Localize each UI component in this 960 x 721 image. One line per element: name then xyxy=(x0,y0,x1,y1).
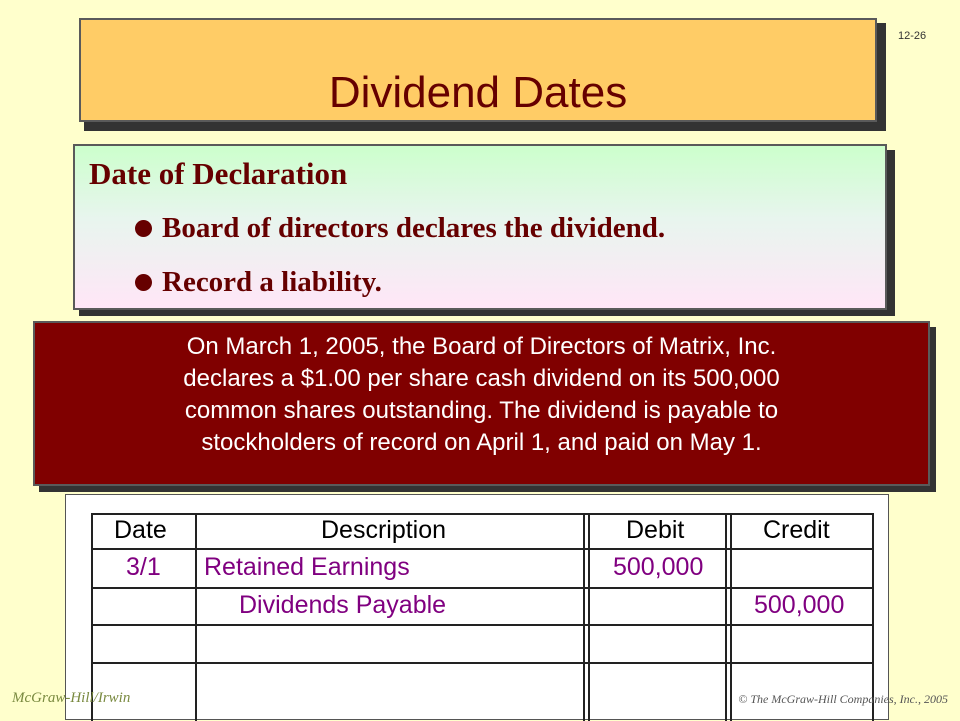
journal-row-credit: 500,000 xyxy=(754,591,845,619)
title-box xyxy=(79,18,877,122)
journal-column-rule xyxy=(725,513,727,721)
declaration-bullet xyxy=(135,266,382,299)
declaration-heading: Date of Declaration xyxy=(89,156,348,191)
bullet-dot-icon xyxy=(135,220,152,237)
example-line: declares a $1.00 per share cash dividend on its 500,000 xyxy=(183,365,780,392)
journal-column-rule xyxy=(588,513,590,721)
journal-table xyxy=(65,494,889,720)
footer-publisher: McGraw-Hill/Irwin xyxy=(12,690,131,706)
journal-column-rule xyxy=(195,513,197,721)
journal-header-date: Date xyxy=(114,516,167,544)
example-line: stockholders of record on April 1, and paid on May 1. xyxy=(201,429,762,456)
journal-row-date: 3/1 xyxy=(126,553,161,581)
footer-copyright: © The McGraw-Hill Companies, Inc., 2005 xyxy=(738,692,948,706)
slide-number: 12-26 xyxy=(898,30,927,42)
slide-title: Dividend Dates xyxy=(328,68,628,117)
journal-rule xyxy=(91,662,874,664)
journal-column-rule xyxy=(583,513,585,721)
journal-column-rule xyxy=(872,513,874,721)
journal-rule xyxy=(91,548,874,550)
journal-header-description: Description xyxy=(321,516,447,544)
journal-rule xyxy=(91,624,874,626)
journal-rule xyxy=(91,587,874,589)
example-line: common shares outstanding. The dividend is payable to xyxy=(184,397,779,424)
example-line: On March 1, 2005, the Board of Directors of Matrix, Inc. xyxy=(186,333,777,360)
journal-header-debit: Debit xyxy=(626,516,685,544)
journal-row-description: Dividends Payable xyxy=(239,591,447,619)
journal-column-rule xyxy=(730,513,732,721)
declaration-bullet xyxy=(135,212,665,245)
example-box xyxy=(33,321,930,486)
declaration-bullet-text: Board of directors declares the dividend. xyxy=(162,212,666,244)
journal-row-debit: 500,000 xyxy=(613,553,704,581)
journal-row-description: Retained Earnings xyxy=(204,553,410,581)
journal-rule xyxy=(91,513,874,515)
declaration-bullet-text: Record a liability. xyxy=(162,266,382,298)
bullet-dot-icon xyxy=(135,274,152,291)
declaration-box xyxy=(73,144,887,310)
journal-header-credit: Credit xyxy=(763,516,830,544)
